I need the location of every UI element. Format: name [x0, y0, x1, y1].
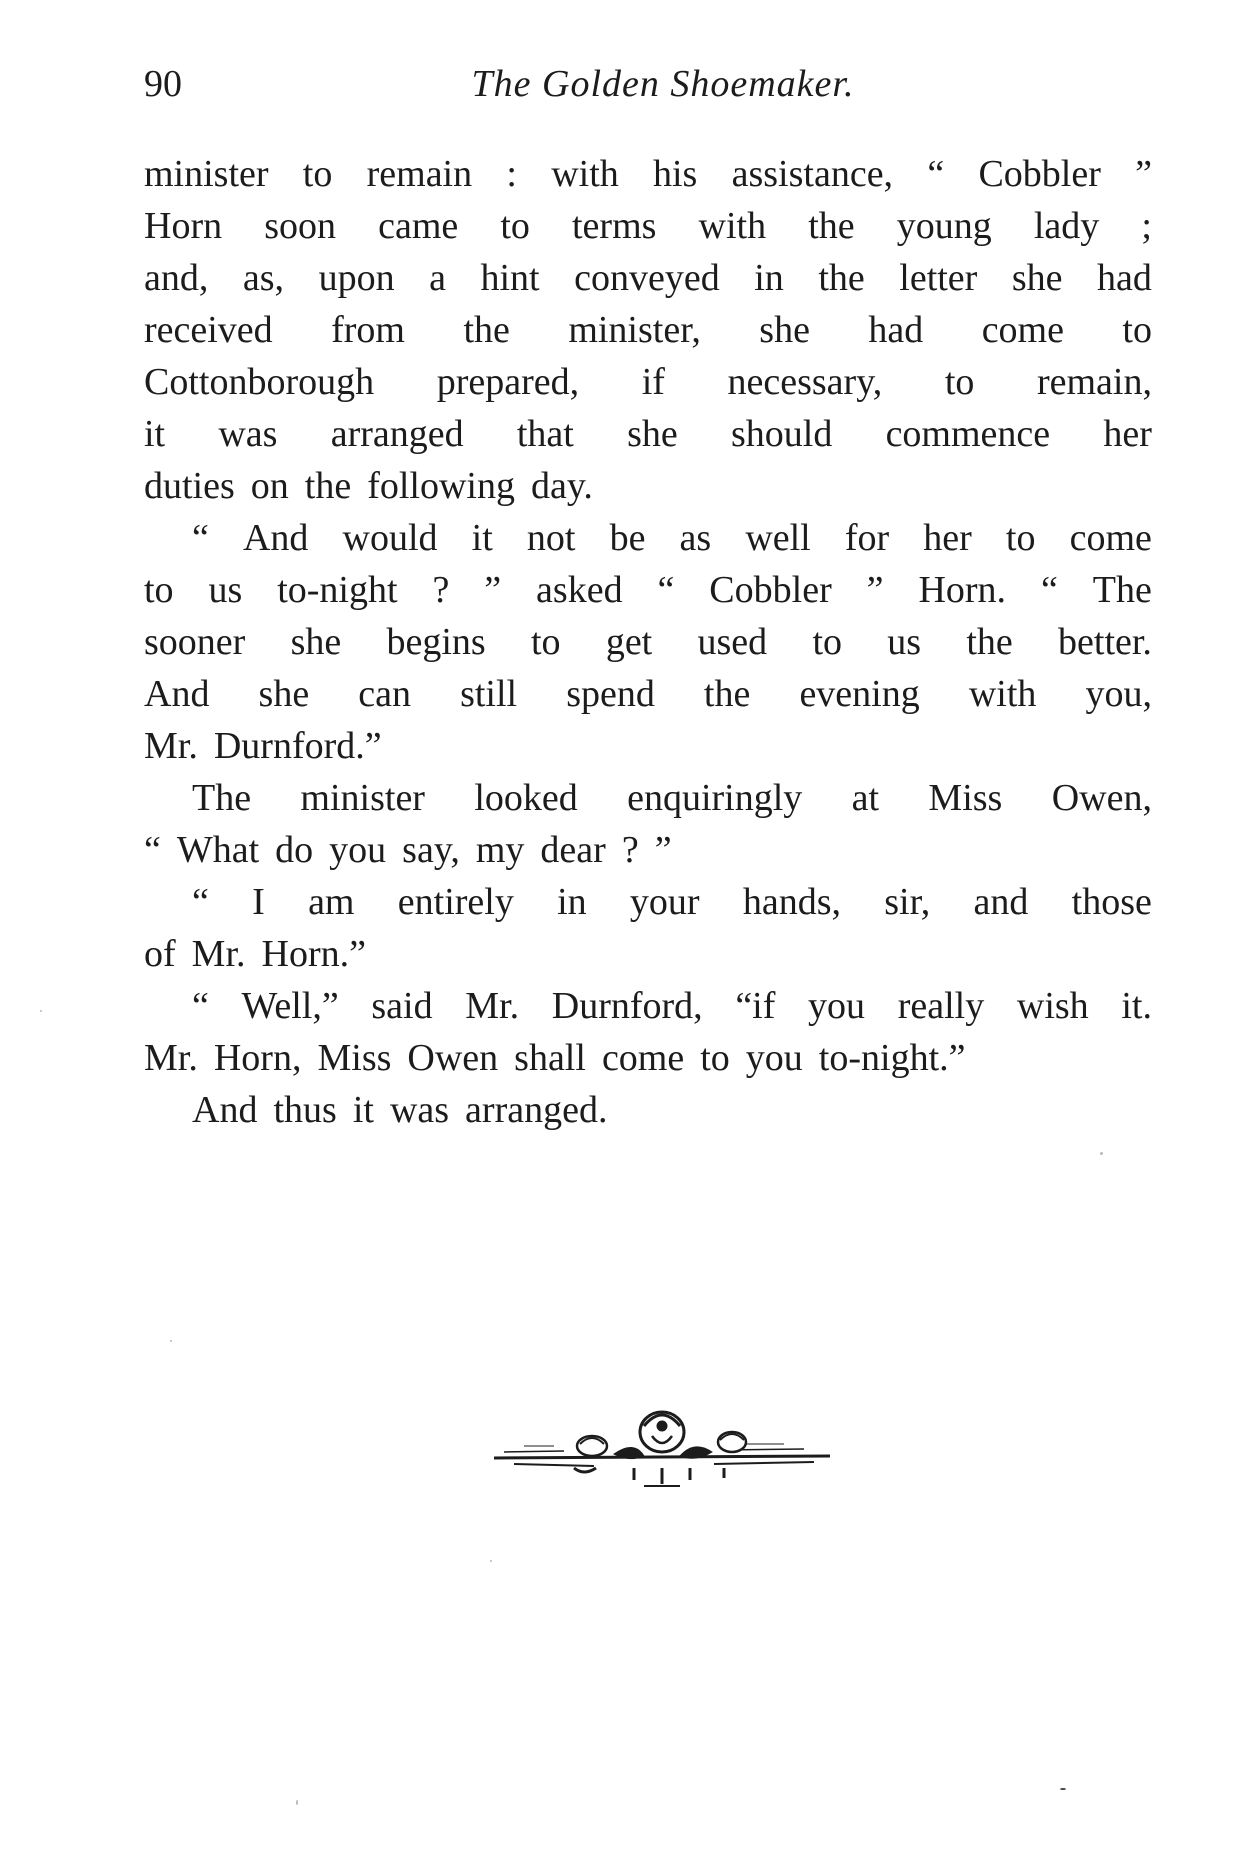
word: us [887, 621, 922, 663]
word: with [698, 205, 767, 247]
paper-speck [296, 1800, 298, 1805]
word: Horn, [213, 1037, 302, 1079]
word: Owen [407, 1037, 499, 1079]
word: And [242, 517, 309, 559]
word: to-night [277, 569, 398, 611]
word: had [1097, 257, 1152, 299]
word: she [759, 309, 810, 351]
word: you [808, 985, 866, 1027]
word: not [526, 517, 576, 559]
word: terms [572, 205, 657, 247]
word: if [641, 361, 665, 403]
word: Mr. [144, 725, 198, 767]
word: begins [386, 621, 486, 663]
word: on [250, 465, 289, 507]
text-line [144, 720, 1152, 772]
body-text [144, 148, 1152, 1136]
word: the [808, 205, 855, 247]
word: the [966, 621, 1013, 663]
word: say, [402, 829, 460, 871]
text-line [144, 824, 1152, 876]
paper-speck [1100, 1152, 1103, 1155]
word: “if [735, 985, 776, 1027]
text-line [144, 304, 1152, 356]
word: the [463, 309, 510, 351]
text-line [144, 408, 1152, 460]
word: enquiringly [627, 777, 803, 819]
word: to [144, 569, 174, 611]
word: the [703, 673, 751, 715]
word: necessary, [727, 361, 883, 403]
word: minister [300, 777, 425, 819]
word: to [700, 1037, 730, 1079]
word: What [176, 829, 260, 871]
word: duties [144, 465, 235, 507]
word: in [557, 881, 587, 923]
word: arranged. [465, 1089, 608, 1131]
word: “ [144, 829, 161, 871]
word: Durnford.” [213, 725, 382, 767]
word: was [218, 413, 278, 455]
word: can [358, 673, 411, 715]
word: ” [1135, 153, 1152, 195]
word: And [144, 673, 210, 715]
word: to [812, 621, 842, 663]
word: sir, [884, 881, 931, 923]
word: minister [144, 153, 269, 195]
word: his [653, 153, 698, 195]
word: received [144, 309, 273, 351]
paper-speck [490, 1560, 492, 1562]
word: you, [1085, 673, 1152, 715]
word: it [352, 1089, 374, 1131]
word: to [302, 153, 333, 195]
word: sooner [144, 621, 246, 663]
word: “ [1040, 569, 1058, 611]
word: And [192, 1089, 258, 1131]
word: and, [144, 257, 209, 299]
word: Cobbler [978, 153, 1101, 195]
word: looked [474, 777, 578, 819]
word: with [968, 673, 1037, 715]
word: Horn.” [261, 933, 366, 975]
word: it [144, 413, 166, 455]
floral-tailpiece-icon [484, 1396, 840, 1506]
word: better. [1058, 621, 1152, 663]
text-line [144, 616, 1152, 668]
word: from [331, 309, 405, 351]
word: she [290, 621, 342, 663]
text-line [144, 356, 1152, 408]
word: you [329, 829, 387, 871]
word: lady [1033, 205, 1100, 247]
text-line [144, 1032, 1152, 1084]
word: Well,” [241, 985, 339, 1027]
word: it. [1121, 985, 1152, 1027]
word: am [308, 881, 355, 923]
word: my [475, 829, 525, 871]
word: used [697, 621, 768, 663]
word: ? [621, 829, 639, 871]
word: as, [242, 257, 285, 299]
word: Durnford, [551, 985, 703, 1027]
word: her [923, 517, 972, 559]
word: to [500, 205, 530, 247]
word: minister, [568, 309, 701, 351]
text-line [144, 980, 1152, 1032]
word: assistance, [731, 153, 894, 195]
text-line [144, 564, 1152, 616]
word: Miss [928, 777, 1003, 819]
word: and [973, 881, 1029, 923]
paper-speck [170, 1340, 172, 1342]
text-line [144, 772, 1152, 824]
word: to [1005, 517, 1036, 559]
word: should [730, 413, 833, 455]
word: her [1103, 413, 1152, 455]
word: to [530, 621, 561, 663]
word: that [516, 413, 574, 455]
word: us [208, 569, 243, 611]
word: the [304, 465, 352, 507]
text-line [144, 512, 1152, 564]
paper-speck [40, 1010, 42, 1012]
word: to [1122, 309, 1152, 351]
word: upon [318, 257, 395, 299]
word: Miss [317, 1037, 392, 1079]
word: to [944, 361, 975, 403]
word: still [460, 673, 518, 715]
word: at [851, 777, 880, 819]
word: really [897, 985, 985, 1027]
word: day. [531, 465, 593, 507]
word: shall [514, 1037, 586, 1079]
word: she [258, 673, 310, 715]
word: conveyed [574, 257, 720, 299]
word: young [896, 205, 992, 247]
word: be [609, 517, 646, 559]
word: Mr. [465, 985, 520, 1027]
word: “ [927, 153, 945, 195]
word: remain [366, 153, 473, 195]
text-line [144, 460, 1152, 512]
word: arranged [330, 413, 464, 455]
word: ” [866, 569, 884, 611]
word: you [745, 1037, 803, 1079]
word: for [844, 517, 890, 559]
word: Mr. [144, 1037, 198, 1079]
word: ” [654, 829, 672, 871]
word: “ [192, 985, 209, 1027]
word: soon [264, 205, 336, 247]
word: dear [540, 829, 606, 871]
word: had [868, 309, 924, 351]
word: “ [192, 517, 209, 559]
word: get [605, 621, 653, 663]
word: Mr. [191, 933, 246, 975]
word: the [818, 257, 865, 299]
word: would [342, 517, 438, 559]
word: she [627, 413, 678, 455]
word: come [601, 1037, 685, 1079]
word: evening [799, 673, 920, 715]
word: do [275, 829, 314, 871]
word: hands, [742, 881, 841, 923]
word: said [371, 985, 433, 1027]
word: wish [1016, 985, 1089, 1027]
word: prepared, [436, 361, 580, 403]
word: as [679, 517, 712, 559]
word: Owen, [1051, 777, 1152, 819]
word: Cobbler [709, 569, 832, 611]
text-line [144, 876, 1152, 928]
word: it [471, 517, 493, 559]
word: come [981, 309, 1064, 351]
word: came [378, 205, 459, 247]
word: “ [657, 569, 675, 611]
word: hint [480, 257, 540, 299]
text-line [144, 668, 1152, 720]
word: a [429, 257, 446, 299]
word: with [551, 153, 619, 195]
word: ? [432, 569, 450, 611]
word: The [1092, 569, 1152, 611]
word: she [1011, 257, 1063, 299]
running-title: The Golden Shoemaker. [471, 63, 855, 105]
word: Horn [144, 205, 223, 247]
word: of [144, 933, 176, 975]
text-line [144, 928, 1152, 980]
word: ” [484, 569, 502, 611]
word: in [754, 257, 784, 299]
word: “ [192, 881, 209, 923]
text-line [144, 252, 1152, 304]
word: Horn. [918, 569, 1007, 611]
word: following [367, 465, 515, 507]
word: : [506, 153, 517, 195]
paper-speck [1060, 1788, 1066, 1790]
word: thus [273, 1089, 337, 1131]
word: remain, [1036, 361, 1152, 403]
word: those [1071, 881, 1152, 923]
word: entirely [397, 881, 514, 923]
word: asked [536, 569, 623, 611]
word: Cottonborough [144, 361, 375, 403]
word: your [629, 881, 700, 923]
word: I [252, 881, 265, 923]
word: commence [885, 413, 1051, 455]
word: spend [566, 673, 655, 715]
word: come [1069, 517, 1152, 559]
running-head [144, 58, 1152, 110]
word: The [192, 777, 252, 819]
word: was [389, 1089, 450, 1131]
text-line [144, 148, 1152, 200]
page-number: 90 [144, 63, 182, 105]
word: letter [899, 257, 978, 299]
word: ; [1141, 205, 1152, 247]
text-line [144, 1084, 1152, 1136]
word: well [745, 517, 811, 559]
text-line [144, 200, 1152, 252]
word: to-night.” [818, 1037, 966, 1079]
